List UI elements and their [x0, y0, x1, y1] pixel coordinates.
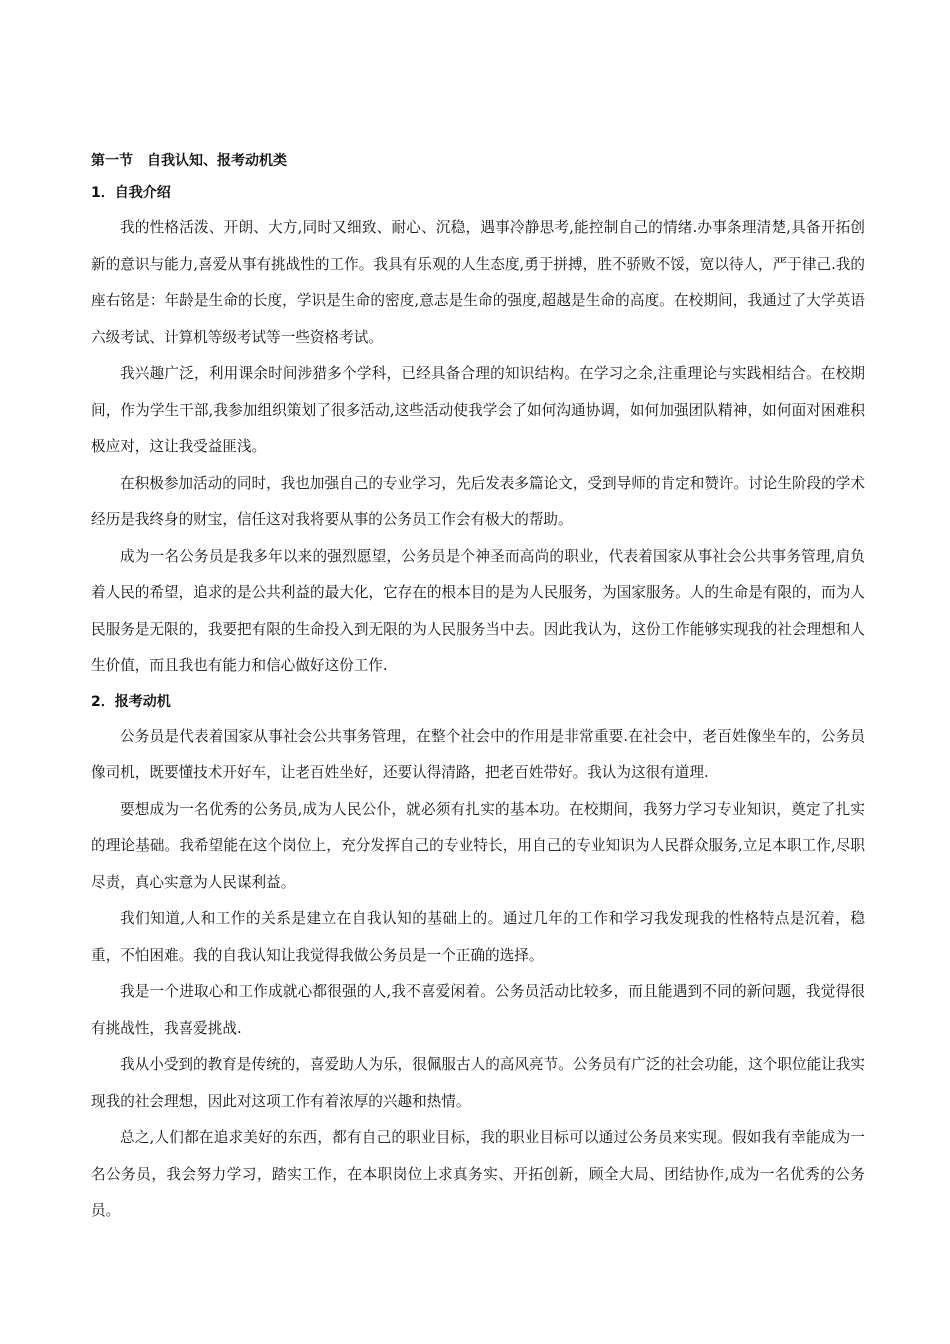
paragraph: 成为一名公务员是我多年以来的强烈愿望，公务员是个神圣而高尚的职业，代表着国家从事社会公共事务管理,肩负着人民的希望，追求的是公共利益的最大化，它存在的根本目的是为人民服务，为国家服务。人的生命是有限的，而为人民服务是无限的，我要把有限的生命投入到无限的为人民服务当中去。因此我认为，这份工作能够实现我的社会理想和人生价值，而且我也有能力和信心做好这份工作. — [91, 547, 865, 674]
paragraph: 我兴趣广泛，利用课余时间涉猎多个学科，已经具备合理的知识结构。在学习之余,注重理论与实践相结合。在校期间，作为学生干部,我参加组织策划了很多活动,这些活动使我学会了如何沟通协调，如何加强团队精神，如何面对困难积极应对，这让我受益匪浅。 — [91, 365, 865, 455]
paragraph: 公务员是代表着国家从事社会公共事务管理，在整个社会中的作用是非常重要.在社会中，老百姓像坐车的，公务员像司机，既要懂技术开好车，让老百姓坐好，还要认得清路，把老百姓带好。我认为这很有道理. — [91, 727, 865, 781]
heading-self-introduction: 1．自我介绍 — [91, 185, 171, 201]
paragraph: 我是一个进取心和工作成就心都很强的人,我不喜爱闲着。公务员活动比较多，而且能遇到不同的新问题，我觉得很有挑战性，我喜爱挑战. — [91, 983, 865, 1037]
paragraph: 在积极参加活动的同时，我也加强自己的专业学习，先后发表多篇论文，受到导师的肯定和赞许。讨论生阶段的学术经历是我终身的财宝，信任这对我将要从事的公务员工作会有极大的帮助。 — [91, 474, 865, 528]
paragraph: 总之,人们都在追求美好的东西，都有自己的职业目标，我的职业目标可以通过公务员来实现。假如我有幸能成为一名公务员，我会努力学习，踏实工作，在本职岗位上求真务实、开拓创新，顾全大局、团结协作,成为一名优秀的公务员。 — [91, 1129, 865, 1219]
paragraph: 我们知道,人和工作的关系是建立在自我认知的基础上的。通过几年的工作和学习我发现我的性格特点是沉着，稳重，不怕困难。我的自我认知让我觉得我做公务员是一个正确的选择。 — [91, 910, 865, 964]
heading-motivation: 2．报考动机 — [91, 693, 171, 710]
document-page — [91, 146, 865, 1230]
section-title: 第一节 自我认知、报考动机类 — [91, 153, 287, 169]
paragraph: 我从小受到的教育是传统的，喜爱助人为乐，很佩服古人的高风亮节。公务员有广泛的社会功能，这个职位能让我实现我的社会理想，因此对这项工作有着浓厚的兴趣和热情。 — [91, 1056, 865, 1110]
paragraph: 我的性格活泼、开朗、大方,同时又细致、耐心、沉稳，遇事冷静思考,能控制自己的情绪.办事条理清楚,具备开拓创新的意识与能力,喜爱从事有挑战性的工作。我具有乐观的人生态度,勇于拼搏，胜不骄败不馁，宽以待人，严于律己.我的座右铭是：年龄是生命的长度，学识是生命的密度,意志是生命的强度,超越是生命的高度。在校期间，我通过了大学英语六级考试、计算机等级考试等一些资格考试。 — [91, 219, 865, 346]
paragraph: 要想成为一名优秀的公务员,成为人民公仆，就必须有扎实的基本功。在校期间，我努力学习专业知识，奠定了扎实的理论基础。我希望能在这个岗位上，充分发挥自己的专业特长，用自己的专业知识为人民群众服务,立足本职工作,尽职尽责，真心实意为人民谋利益。 — [91, 800, 865, 891]
